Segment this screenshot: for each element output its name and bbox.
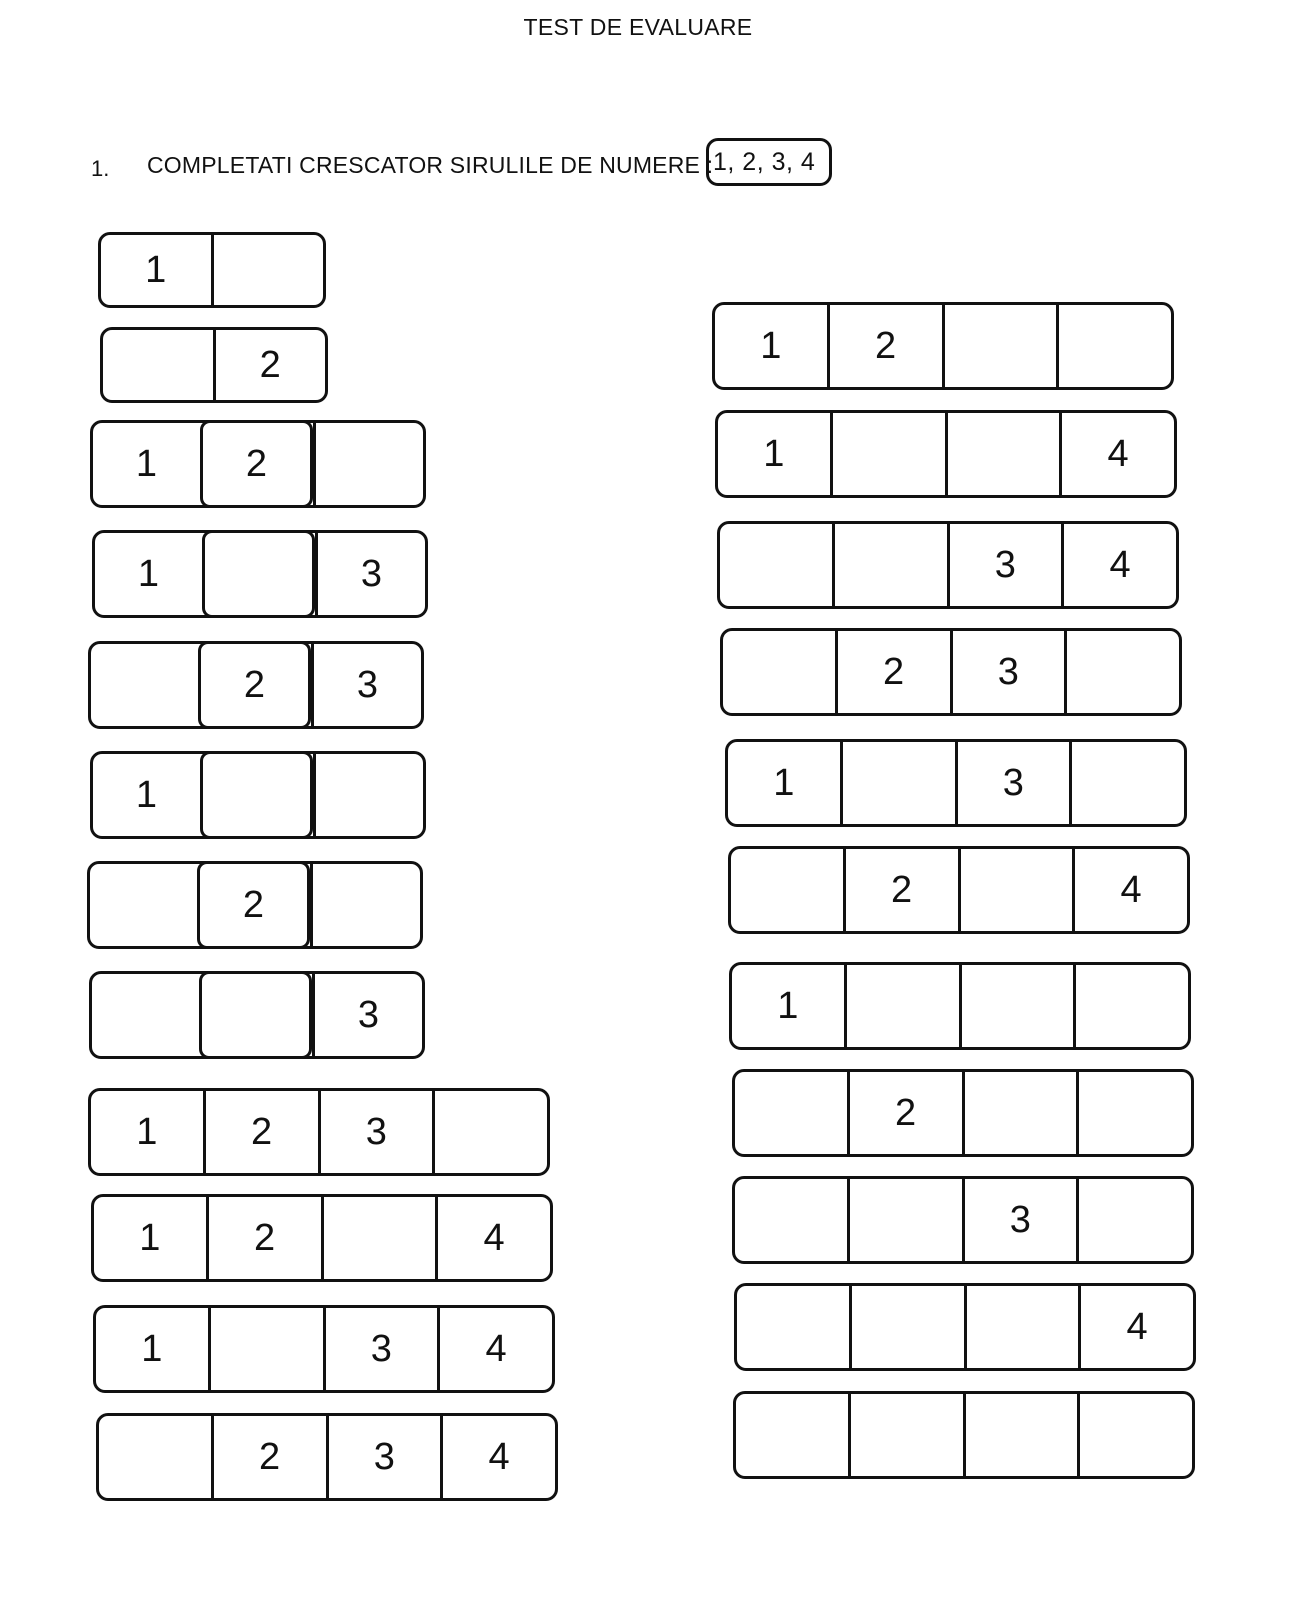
number-cell: 1 [135, 773, 158, 816]
empty-answer-cell[interactable] [1064, 631, 1179, 713]
empty-answer-cell[interactable] [92, 974, 199, 1056]
number-cell: 1 [141, 1327, 163, 1370]
number-cell: 1 [135, 442, 158, 485]
right-number-row [725, 739, 1187, 827]
number-cell: 3 [950, 631, 1065, 713]
number-cell: 3 [315, 533, 425, 615]
number-cell: 4 [1072, 849, 1187, 931]
number-cell: 2 [197, 861, 310, 949]
right-number-row [717, 521, 1179, 609]
empty-answer-cell[interactable] [723, 631, 835, 713]
number-cell: 4 [435, 1197, 550, 1279]
left-number-row [96, 1413, 558, 1501]
question-text: COMPLETATI CRESCATOR SIRULILE DE NUMERE : [147, 152, 714, 178]
empty-answer-cell[interactable] [313, 423, 423, 505]
left-number-row [88, 641, 424, 729]
left-number-row [100, 327, 328, 403]
empty-answer-cell[interactable] [99, 1416, 211, 1498]
number-cell: 2 [213, 330, 326, 400]
number-cell: 2 [827, 305, 942, 387]
right-number-row [712, 302, 1174, 390]
number-cell: 3 [312, 974, 422, 1056]
empty-answer-cell[interactable] [736, 1394, 848, 1476]
left-number-row [87, 861, 423, 949]
right-number-row [729, 962, 1191, 1050]
empty-answer-cell[interactable] [432, 1091, 547, 1173]
number-cell: 2 [835, 631, 950, 713]
number-cell: 4 [440, 1416, 555, 1498]
empty-answer-cell[interactable] [91, 644, 198, 726]
right-number-row [733, 1391, 1195, 1479]
number-cell: 1 [777, 984, 799, 1027]
number-cell: 1 [773, 761, 795, 804]
left-number-row [89, 971, 425, 1059]
right-number-row [728, 846, 1190, 934]
empty-answer-cell[interactable] [1069, 742, 1184, 824]
empty-answer-cell[interactable] [737, 1286, 849, 1368]
number-cell: 1 [760, 324, 782, 367]
number-cell: 2 [198, 641, 311, 729]
empty-answer-cell[interactable] [1076, 1179, 1191, 1261]
empty-answer-cell[interactable] [103, 330, 213, 400]
number-cell: 1 [137, 552, 160, 595]
empty-answer-cell[interactable] [735, 1072, 847, 1154]
page-title: TEST DE EVALUARE [523, 14, 753, 40]
empty-answer-cell[interactable] [313, 754, 423, 836]
empty-answer-cell[interactable] [849, 1286, 964, 1368]
number-cell: 1 [763, 432, 785, 475]
number-cell: 3 [947, 524, 1062, 606]
number-sequence-box: 1, 2, 3, 4 [706, 138, 832, 186]
empty-answer-cell[interactable] [720, 524, 832, 606]
right-number-row [720, 628, 1182, 716]
empty-answer-cell[interactable] [1076, 1072, 1191, 1154]
left-number-row [92, 530, 428, 618]
number-cell: 4 [437, 1308, 552, 1390]
left-number-row [90, 751, 426, 839]
number-cell: 3 [318, 1091, 433, 1173]
number-cell: 3 [955, 742, 1070, 824]
empty-answer-cell[interactable] [942, 305, 1057, 387]
empty-answer-cell[interactable] [963, 1394, 1078, 1476]
number-cell: 2 [847, 1072, 962, 1154]
question-number: 1. [91, 156, 110, 181]
left-number-row [90, 420, 426, 508]
right-number-row [715, 410, 1177, 498]
empty-answer-cell[interactable] [1077, 1394, 1192, 1476]
empty-answer-cell[interactable] [945, 413, 1060, 495]
empty-answer-cell[interactable] [844, 965, 959, 1047]
number-cell: 2 [206, 1197, 321, 1279]
empty-answer-cell[interactable] [735, 1179, 847, 1261]
empty-answer-cell[interactable] [200, 751, 313, 839]
empty-answer-cell[interactable] [830, 413, 945, 495]
empty-answer-cell[interactable] [199, 971, 312, 1059]
empty-answer-cell[interactable] [848, 1394, 963, 1476]
empty-answer-cell[interactable] [731, 849, 843, 931]
empty-answer-cell[interactable] [964, 1286, 1079, 1368]
left-number-row [98, 232, 326, 308]
left-number-row [91, 1194, 553, 1282]
empty-answer-cell[interactable] [202, 530, 315, 618]
empty-answer-cell[interactable] [211, 235, 324, 305]
number-cell: 1 [139, 1216, 161, 1259]
left-number-row [93, 1305, 555, 1393]
right-number-row [732, 1069, 1194, 1157]
empty-answer-cell[interactable] [847, 1179, 962, 1261]
number-cell: 1 [136, 1110, 158, 1153]
right-number-row [732, 1176, 1194, 1264]
number-cell: 4 [1078, 1286, 1193, 1368]
number-cell: 3 [962, 1179, 1077, 1261]
number-cell: 2 [211, 1416, 326, 1498]
empty-answer-cell[interactable] [1056, 305, 1171, 387]
number-cell: 3 [323, 1308, 438, 1390]
empty-answer-cell[interactable] [310, 864, 420, 946]
number-cell: 1 [145, 248, 167, 291]
number-cell: 3 [311, 644, 421, 726]
empty-answer-cell[interactable] [959, 965, 1074, 1047]
number-cell: 2 [843, 849, 958, 931]
empty-answer-cell[interactable] [840, 742, 955, 824]
empty-answer-cell[interactable] [321, 1197, 436, 1279]
left-number-row [88, 1088, 550, 1176]
number-cell: 4 [1059, 413, 1174, 495]
empty-answer-cell[interactable] [832, 524, 947, 606]
number-cell: 3 [326, 1416, 441, 1498]
empty-answer-cell[interactable] [208, 1308, 323, 1390]
number-cell: 4 [1061, 524, 1176, 606]
empty-answer-cell[interactable] [958, 849, 1073, 931]
empty-answer-cell[interactable] [1073, 965, 1188, 1047]
empty-answer-cell[interactable] [90, 864, 197, 946]
number-cell: 2 [200, 420, 313, 508]
number-cell: 2 [203, 1091, 318, 1173]
empty-answer-cell[interactable] [962, 1072, 1077, 1154]
right-number-row [734, 1283, 1196, 1371]
